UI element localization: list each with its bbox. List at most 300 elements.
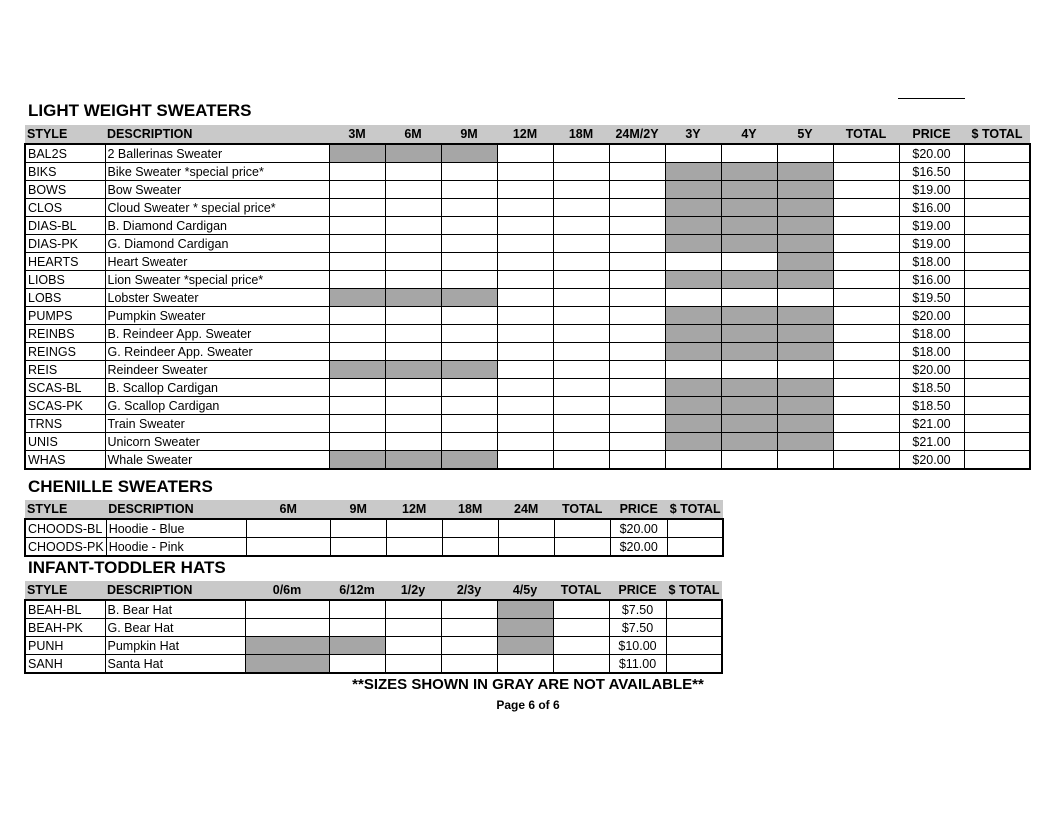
description-cell: G. Scallop Cardigan	[105, 397, 329, 415]
column-header: TOTAL	[833, 125, 899, 144]
size-unavailable-cell	[329, 289, 385, 307]
total-quantity-input-cell[interactable]	[833, 397, 899, 415]
size-unavailable-cell	[721, 397, 777, 415]
size-quantity-input-cell[interactable]	[553, 199, 609, 217]
size-quantity-input-cell[interactable]	[329, 199, 385, 217]
size-quantity-input-cell[interactable]	[609, 397, 665, 415]
size-quantity-input-cell[interactable]	[497, 433, 553, 451]
size-quantity-input-cell[interactable]	[721, 451, 777, 470]
chenille-sweaters-table	[24, 500, 724, 557]
total-quantity-input-cell[interactable]	[833, 451, 899, 470]
size-quantity-input-cell[interactable]	[721, 289, 777, 307]
total-quantity-input-cell[interactable]	[833, 235, 899, 253]
column-header: 24M	[498, 500, 554, 519]
size-quantity-input-cell[interactable]	[609, 451, 665, 470]
size-quantity-input-cell[interactable]	[553, 415, 609, 433]
size-quantity-input-cell[interactable]	[497, 397, 553, 415]
column-header: 9M	[330, 500, 386, 519]
column-header: 2/3y	[441, 581, 497, 600]
size-unavailable-cell	[441, 361, 497, 379]
style-code-cell: PUMPS	[25, 307, 105, 325]
size-quantity-input-cell[interactable]	[609, 307, 665, 325]
size-quantity-input-cell[interactable]	[385, 199, 441, 217]
description-cell: Hoodie - Blue	[106, 519, 246, 538]
size-quantity-input-cell[interactable]	[553, 379, 609, 397]
size-unavailable-cell	[777, 163, 833, 181]
size-quantity-input-cell[interactable]	[553, 397, 609, 415]
table-header-row	[25, 125, 1030, 144]
dollar-total-input-cell[interactable]	[964, 415, 1030, 433]
table-row	[25, 163, 1030, 181]
total-quantity-input-cell[interactable]	[553, 600, 609, 619]
style-code-cell: LOBS	[25, 289, 105, 307]
size-quantity-input-cell[interactable]	[441, 217, 497, 235]
size-unavailable-cell	[385, 361, 441, 379]
total-quantity-input-cell[interactable]	[833, 289, 899, 307]
size-quantity-input-cell[interactable]	[609, 379, 665, 397]
total-quantity-input-cell[interactable]	[833, 144, 899, 163]
price-cell: $19.00	[899, 181, 964, 199]
size-quantity-input-cell[interactable]	[777, 289, 833, 307]
size-unavailable-cell	[441, 451, 497, 470]
description-cell: Pumpkin Hat	[105, 637, 245, 655]
size-quantity-input-cell[interactable]	[497, 199, 553, 217]
size-quantity-input-cell[interactable]	[246, 519, 330, 538]
table-row	[25, 433, 1030, 451]
total-quantity-input-cell[interactable]	[833, 181, 899, 199]
size-quantity-input-cell[interactable]	[609, 199, 665, 217]
dollar-total-input-cell[interactable]	[964, 181, 1030, 199]
size-quantity-input-cell[interactable]	[497, 325, 553, 343]
size-quantity-input-cell[interactable]	[497, 379, 553, 397]
dollar-total-input-cell[interactable]	[964, 451, 1030, 470]
size-quantity-input-cell[interactable]	[441, 163, 497, 181]
size-quantity-input-cell[interactable]	[385, 253, 441, 271]
size-quantity-input-cell[interactable]	[245, 619, 329, 637]
style-code-cell: HEARTS	[25, 253, 105, 271]
size-unavailable-cell	[665, 217, 721, 235]
size-quantity-input-cell[interactable]	[329, 343, 385, 361]
column-header: TOTAL	[553, 581, 609, 600]
size-quantity-input-cell[interactable]	[609, 343, 665, 361]
size-quantity-input-cell[interactable]	[609, 217, 665, 235]
size-quantity-input-cell[interactable]	[385, 307, 441, 325]
column-header: 1/2y	[385, 581, 441, 600]
size-quantity-input-cell[interactable]	[441, 433, 497, 451]
size-quantity-input-cell[interactable]	[385, 235, 441, 253]
column-header: PRICE	[899, 125, 964, 144]
light-weight-sweaters-table	[24, 125, 1031, 470]
size-quantity-input-cell[interactable]	[553, 235, 609, 253]
size-quantity-input-cell[interactable]	[441, 343, 497, 361]
price-cell: $10.00	[609, 637, 666, 655]
size-quantity-input-cell[interactable]	[329, 600, 385, 619]
size-unavailable-cell	[777, 325, 833, 343]
column-header: 6M	[385, 125, 441, 144]
dollar-total-input-cell[interactable]	[964, 307, 1030, 325]
dollar-total-input-cell[interactable]	[964, 361, 1030, 379]
size-quantity-input-cell[interactable]	[329, 271, 385, 289]
size-quantity-input-cell[interactable]	[553, 289, 609, 307]
table-row	[25, 199, 1030, 217]
size-quantity-input-cell[interactable]	[609, 415, 665, 433]
table-row	[25, 361, 1030, 379]
total-quantity-input-cell[interactable]	[833, 325, 899, 343]
price-cell: $20.00	[899, 451, 964, 470]
size-quantity-input-cell[interactable]	[441, 199, 497, 217]
size-quantity-input-cell[interactable]	[386, 519, 442, 538]
size-unavailable-cell	[497, 637, 553, 655]
dollar-total-input-cell[interactable]	[964, 397, 1030, 415]
section-title-light-weight-sweaters: LIGHT WEIGHT SWEATERS	[28, 101, 252, 120]
table-row	[25, 397, 1030, 415]
table-row	[25, 379, 1030, 397]
column-header: $ TOTAL	[666, 581, 722, 600]
size-quantity-input-cell[interactable]	[385, 655, 441, 674]
size-quantity-input-cell[interactable]	[329, 397, 385, 415]
style-code-cell: BAL2S	[25, 144, 105, 163]
size-quantity-input-cell[interactable]	[385, 163, 441, 181]
dollar-total-input-cell[interactable]	[964, 379, 1030, 397]
size-quantity-input-cell[interactable]	[330, 538, 386, 557]
description-cell: Cloud Sweater * special price*	[105, 199, 329, 217]
size-quantity-input-cell[interactable]	[441, 235, 497, 253]
size-quantity-input-cell[interactable]	[385, 379, 441, 397]
total-quantity-input-cell[interactable]	[833, 253, 899, 271]
dollar-total-input-cell[interactable]	[964, 235, 1030, 253]
size-quantity-input-cell[interactable]	[441, 655, 497, 674]
column-header: 3Y	[665, 125, 721, 144]
size-unavailable-cell	[665, 307, 721, 325]
total-quantity-input-cell[interactable]	[833, 415, 899, 433]
total-quantity-input-cell[interactable]	[553, 655, 609, 674]
size-unavailable-cell	[329, 451, 385, 470]
size-unavailable-cell	[721, 343, 777, 361]
table-row	[25, 415, 1030, 433]
table-header-row	[25, 581, 722, 600]
dollar-total-input-cell[interactable]	[666, 619, 722, 637]
price-cell: $20.00	[610, 538, 667, 557]
size-quantity-input-cell[interactable]	[553, 343, 609, 361]
total-quantity-input-cell[interactable]	[833, 199, 899, 217]
column-header: TOTAL	[554, 500, 610, 519]
size-quantity-input-cell[interactable]	[329, 163, 385, 181]
size-quantity-input-cell[interactable]	[386, 538, 442, 557]
size-unavailable-cell	[665, 415, 721, 433]
dollar-total-input-cell[interactable]	[964, 163, 1030, 181]
size-quantity-input-cell[interactable]	[498, 538, 554, 557]
total-quantity-input-cell[interactable]	[553, 637, 609, 655]
size-quantity-input-cell[interactable]	[721, 253, 777, 271]
signature-line	[898, 98, 965, 99]
description-cell: G. Bear Hat	[105, 619, 245, 637]
size-quantity-input-cell[interactable]	[385, 325, 441, 343]
size-quantity-input-cell[interactable]	[497, 451, 553, 470]
total-quantity-input-cell[interactable]	[833, 271, 899, 289]
size-unavailable-cell	[777, 397, 833, 415]
size-quantity-input-cell[interactable]	[553, 253, 609, 271]
description-cell: Bike Sweater *special price*	[105, 163, 329, 181]
dollar-total-input-cell[interactable]	[964, 433, 1030, 451]
size-unavailable-cell	[385, 289, 441, 307]
size-quantity-input-cell[interactable]	[777, 144, 833, 163]
size-quantity-input-cell[interactable]	[385, 343, 441, 361]
size-quantity-input-cell[interactable]	[609, 144, 665, 163]
description-cell: B. Diamond Cardigan	[105, 217, 329, 235]
column-header: PRICE	[610, 500, 667, 519]
size-quantity-input-cell[interactable]	[329, 325, 385, 343]
size-quantity-input-cell[interactable]	[329, 235, 385, 253]
total-quantity-input-cell[interactable]	[833, 433, 899, 451]
size-unavailable-cell	[721, 163, 777, 181]
column-header: DESCRIPTION	[105, 581, 245, 600]
column-header: 6/12m	[329, 581, 385, 600]
size-quantity-input-cell[interactable]	[609, 163, 665, 181]
size-quantity-input-cell[interactable]	[665, 253, 721, 271]
dollar-total-input-cell[interactable]	[667, 519, 723, 538]
infant-toddler-hats-table	[24, 581, 723, 674]
size-quantity-input-cell[interactable]	[385, 415, 441, 433]
total-quantity-input-cell[interactable]	[553, 619, 609, 637]
description-cell: 2 Ballerinas Sweater	[105, 144, 329, 163]
column-header: 12M	[386, 500, 442, 519]
total-quantity-input-cell[interactable]	[833, 379, 899, 397]
dollar-total-input-cell[interactable]	[964, 217, 1030, 235]
size-unavailable-cell	[329, 361, 385, 379]
dollar-total-input-cell[interactable]	[964, 199, 1030, 217]
table-row	[25, 619, 722, 637]
total-quantity-input-cell[interactable]	[833, 307, 899, 325]
description-cell: B. Bear Hat	[105, 600, 245, 619]
size-quantity-input-cell[interactable]	[553, 325, 609, 343]
size-quantity-input-cell[interactable]	[553, 451, 609, 470]
size-quantity-input-cell[interactable]	[497, 271, 553, 289]
column-header: 5Y	[777, 125, 833, 144]
size-quantity-input-cell[interactable]	[665, 361, 721, 379]
size-quantity-input-cell[interactable]	[442, 519, 498, 538]
size-quantity-input-cell[interactable]	[441, 271, 497, 289]
size-quantity-input-cell[interactable]	[385, 217, 441, 235]
size-unavailable-cell	[721, 199, 777, 217]
size-unavailable-cell	[665, 199, 721, 217]
size-quantity-input-cell[interactable]	[441, 637, 497, 655]
column-header: PRICE	[609, 581, 666, 600]
size-quantity-input-cell[interactable]	[665, 451, 721, 470]
table-row	[25, 655, 722, 674]
table-row	[25, 637, 722, 655]
size-quantity-input-cell[interactable]	[329, 619, 385, 637]
size-unavailable-cell	[721, 379, 777, 397]
size-quantity-input-cell[interactable]	[777, 451, 833, 470]
total-quantity-input-cell[interactable]	[833, 343, 899, 361]
size-quantity-input-cell[interactable]	[329, 379, 385, 397]
size-quantity-input-cell[interactable]	[329, 307, 385, 325]
size-quantity-input-cell[interactable]	[497, 361, 553, 379]
size-unavailable-cell	[329, 144, 385, 163]
size-quantity-input-cell[interactable]	[497, 217, 553, 235]
style-code-cell: REINGS	[25, 343, 105, 361]
size-quantity-input-cell[interactable]	[553, 217, 609, 235]
size-quantity-input-cell[interactable]	[385, 397, 441, 415]
price-cell: $18.50	[899, 379, 964, 397]
dollar-total-input-cell[interactable]	[964, 253, 1030, 271]
size-quantity-input-cell[interactable]	[497, 307, 553, 325]
size-unavailable-cell	[721, 271, 777, 289]
style-code-cell: LIOBS	[25, 271, 105, 289]
size-unavailable-cell	[665, 271, 721, 289]
column-header: STYLE	[25, 500, 106, 519]
size-quantity-input-cell[interactable]	[497, 415, 553, 433]
price-cell: $16.50	[899, 163, 964, 181]
style-code-cell: SANH	[25, 655, 105, 674]
size-unavailable-cell	[777, 307, 833, 325]
description-cell: B. Scallop Cardigan	[105, 379, 329, 397]
price-cell: $16.00	[899, 271, 964, 289]
dollar-total-input-cell[interactable]	[964, 144, 1030, 163]
size-quantity-input-cell[interactable]	[441, 253, 497, 271]
size-unavailable-cell	[385, 451, 441, 470]
total-quantity-input-cell[interactable]	[554, 538, 610, 557]
dollar-total-input-cell[interactable]	[666, 600, 722, 619]
size-quantity-input-cell[interactable]	[609, 235, 665, 253]
size-quantity-input-cell[interactable]	[665, 289, 721, 307]
size-quantity-input-cell[interactable]	[441, 181, 497, 199]
table-row	[25, 235, 1030, 253]
size-quantity-input-cell[interactable]	[553, 271, 609, 289]
size-quantity-input-cell[interactable]	[245, 600, 329, 619]
size-quantity-input-cell[interactable]	[329, 181, 385, 199]
size-unavailable-cell	[329, 637, 385, 655]
size-quantity-input-cell[interactable]	[609, 253, 665, 271]
size-quantity-input-cell[interactable]	[385, 600, 441, 619]
size-quantity-input-cell[interactable]	[553, 181, 609, 199]
size-quantity-input-cell[interactable]	[329, 253, 385, 271]
style-code-cell: CHOODS-BL	[25, 519, 106, 538]
size-quantity-input-cell[interactable]	[497, 163, 553, 181]
column-header: 12M	[497, 125, 553, 144]
size-quantity-input-cell[interactable]	[609, 361, 665, 379]
style-code-cell: WHAS	[25, 451, 105, 470]
total-quantity-input-cell[interactable]	[833, 217, 899, 235]
size-unavailable-cell	[777, 235, 833, 253]
size-quantity-input-cell[interactable]	[329, 655, 385, 674]
size-quantity-input-cell[interactable]	[609, 181, 665, 199]
dollar-total-input-cell[interactable]	[964, 343, 1030, 361]
size-unavailable-cell	[245, 637, 329, 655]
size-quantity-input-cell[interactable]	[721, 144, 777, 163]
size-quantity-input-cell[interactable]	[553, 163, 609, 181]
size-quantity-input-cell[interactable]	[609, 289, 665, 307]
table-row	[25, 519, 723, 538]
size-quantity-input-cell[interactable]	[553, 433, 609, 451]
size-quantity-input-cell[interactable]	[246, 538, 330, 557]
size-unavailable-cell	[777, 433, 833, 451]
price-cell: $16.00	[899, 199, 964, 217]
size-unavailable-cell	[777, 199, 833, 217]
size-quantity-input-cell[interactable]	[665, 144, 721, 163]
description-cell: Lion Sweater *special price*	[105, 271, 329, 289]
size-quantity-input-cell[interactable]	[441, 307, 497, 325]
size-quantity-input-cell[interactable]	[329, 433, 385, 451]
total-quantity-input-cell[interactable]	[833, 361, 899, 379]
size-quantity-input-cell[interactable]	[441, 600, 497, 619]
size-quantity-input-cell[interactable]	[441, 379, 497, 397]
size-quantity-input-cell[interactable]	[777, 361, 833, 379]
size-quantity-input-cell[interactable]	[497, 181, 553, 199]
dollar-total-input-cell[interactable]	[667, 538, 723, 557]
size-quantity-input-cell[interactable]	[609, 325, 665, 343]
column-header: 24M/2Y	[609, 125, 665, 144]
size-quantity-input-cell[interactable]	[553, 144, 609, 163]
size-quantity-input-cell[interactable]	[441, 325, 497, 343]
column-header: 18M	[442, 500, 498, 519]
size-quantity-input-cell[interactable]	[553, 307, 609, 325]
size-quantity-input-cell[interactable]	[385, 433, 441, 451]
size-quantity-input-cell[interactable]	[442, 538, 498, 557]
size-quantity-input-cell[interactable]	[497, 144, 553, 163]
size-quantity-input-cell[interactable]	[330, 519, 386, 538]
style-code-cell: UNIS	[25, 433, 105, 451]
size-unavailable-cell	[665, 181, 721, 199]
size-quantity-input-cell[interactable]	[497, 289, 553, 307]
size-quantity-input-cell[interactable]	[497, 655, 553, 674]
table-row	[25, 600, 722, 619]
size-unavailable-cell	[721, 325, 777, 343]
size-quantity-input-cell[interactable]	[329, 217, 385, 235]
description-cell: Unicorn Sweater	[105, 433, 329, 451]
description-cell: Lobster Sweater	[105, 289, 329, 307]
dollar-total-input-cell[interactable]	[666, 655, 722, 674]
dollar-total-input-cell[interactable]	[964, 271, 1030, 289]
column-header: $ TOTAL	[964, 125, 1030, 144]
price-cell: $18.00	[899, 253, 964, 271]
size-quantity-input-cell[interactable]	[441, 397, 497, 415]
size-quantity-input-cell[interactable]	[497, 253, 553, 271]
size-quantity-input-cell[interactable]	[553, 361, 609, 379]
table-row	[25, 307, 1030, 325]
size-quantity-input-cell[interactable]	[497, 343, 553, 361]
size-quantity-input-cell[interactable]	[385, 271, 441, 289]
dollar-total-input-cell[interactable]	[964, 325, 1030, 343]
page-number: Page 6 of 6	[496, 698, 560, 712]
size-quantity-input-cell[interactable]	[498, 519, 554, 538]
total-quantity-input-cell[interactable]	[833, 163, 899, 181]
description-cell: Reindeer Sweater	[105, 361, 329, 379]
size-quantity-input-cell[interactable]	[385, 637, 441, 655]
total-quantity-input-cell[interactable]	[554, 519, 610, 538]
size-quantity-input-cell[interactable]	[385, 181, 441, 199]
size-quantity-input-cell[interactable]	[441, 415, 497, 433]
size-quantity-input-cell[interactable]	[385, 619, 441, 637]
dollar-total-input-cell[interactable]	[666, 637, 722, 655]
price-cell: $19.00	[899, 217, 964, 235]
size-quantity-input-cell[interactable]	[441, 619, 497, 637]
column-header: 0/6m	[245, 581, 329, 600]
description-cell: Heart Sweater	[105, 253, 329, 271]
style-code-cell: REIS	[25, 361, 105, 379]
size-quantity-input-cell[interactable]	[497, 235, 553, 253]
size-unavailable-cell	[665, 325, 721, 343]
dollar-total-input-cell[interactable]	[964, 289, 1030, 307]
size-quantity-input-cell[interactable]	[609, 271, 665, 289]
table-row	[25, 289, 1030, 307]
price-cell: $20.00	[899, 144, 964, 163]
size-quantity-input-cell[interactable]	[329, 415, 385, 433]
price-cell: $19.50	[899, 289, 964, 307]
size-quantity-input-cell[interactable]	[609, 433, 665, 451]
size-quantity-input-cell[interactable]	[721, 361, 777, 379]
column-header: 4/5y	[497, 581, 553, 600]
